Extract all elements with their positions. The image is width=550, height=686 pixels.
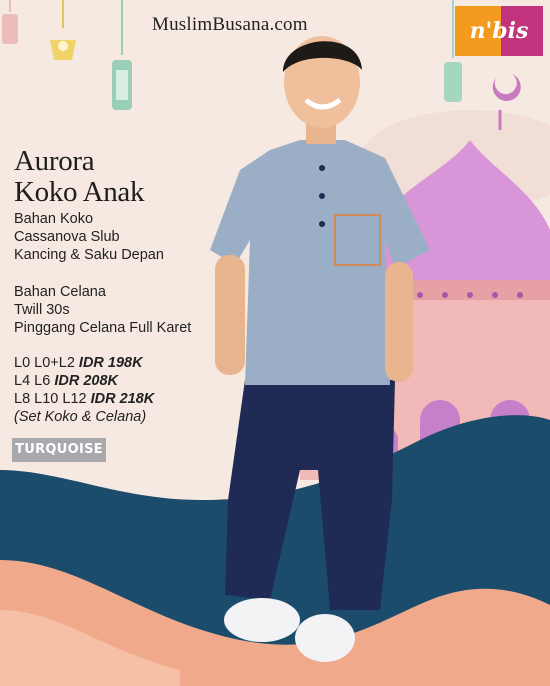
brand-logo: n'bis	[455, 6, 543, 56]
price-row: L0 L0+L2 IDR 198K	[14, 355, 143, 371]
crescent-moon-icon	[493, 74, 521, 101]
price-note: (Set Koko & Celana)	[14, 409, 147, 425]
price-row: L4 L6 IDR 208K	[14, 373, 118, 389]
product-title: Aurora Koko Anak	[14, 145, 145, 208]
lantern-icon	[50, 0, 76, 60]
celana-description: Bahan Celana Twill 30s Pinggang Celana Full Karet	[14, 284, 192, 336]
price-list	[14, 354, 154, 426]
koko-description: Bahan Koko Cassanova Slub Kancing & Saku Depan	[14, 211, 164, 263]
site-name: MuslimBusana.com	[152, 14, 308, 35]
shoe-left	[224, 598, 300, 642]
lantern-icon	[112, 0, 132, 110]
shoe-right	[295, 614, 355, 662]
color-badge: TURQUOISE	[12, 438, 106, 462]
price-row: L8 L10 L12 IDR 218K	[14, 391, 155, 407]
lantern-icon	[2, 0, 18, 44]
